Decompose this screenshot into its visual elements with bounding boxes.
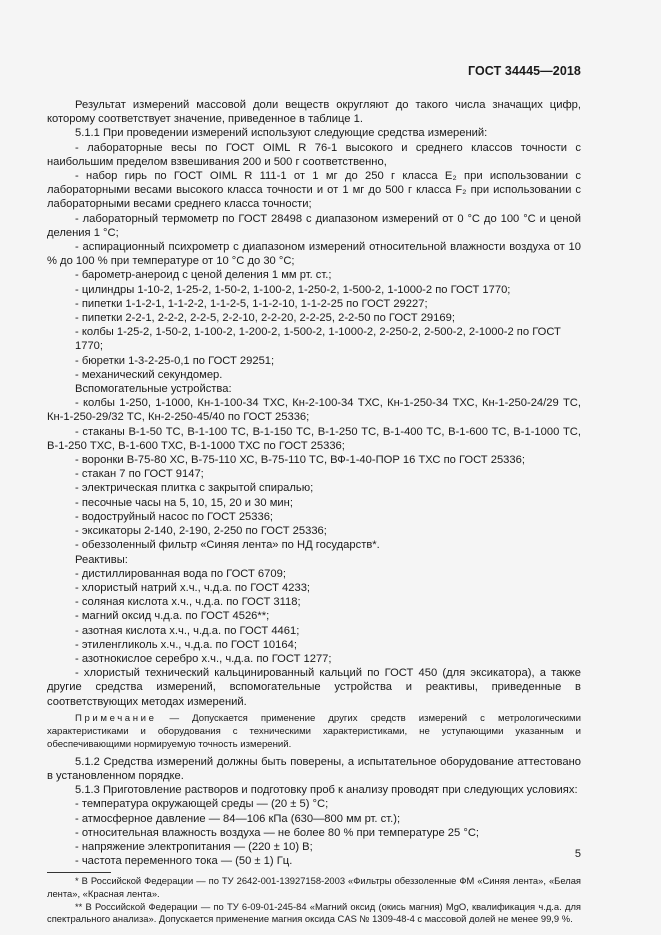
list-item: - цилиндры 1-10-2, 1-25-2, 1-50-2, 1-100-2, 1-250-2, 1-500-2, 1-1000-2 по ГОСТ 1770; — [75, 283, 511, 296]
note — [47, 712, 581, 751]
document-body — [47, 98, 581, 926]
list-item: - обеззоленный фильтр «Синяя лента» по НД государств*. — [75, 539, 380, 552]
list-item: - температура окружающей среды — (20 ± 5) °С; — [75, 798, 329, 811]
list-item: - электрическая плитка с закрытой спиралью; — [75, 482, 314, 495]
list-item: - этиленгликоль х.ч., ч.д.а. по ГОСТ 10164; — [75, 638, 297, 651]
list-item: - частота переменного тока — (50 ± 1) Гц. — [75, 855, 293, 868]
list-item: - дистиллированная вода по ГОСТ 6709; — [75, 567, 286, 580]
footnote-divider — [47, 872, 111, 873]
list-item: - водоструйный насос по ГОСТ 25336; — [75, 510, 274, 523]
page-number: 5 — [574, 848, 581, 860]
list-item: - эксикаторы 2-140, 2-190, 2-250 по ГОСТ 25336; — [75, 525, 327, 538]
footnote-2: ** В Российской Федерации — по ТУ 6-09-01-245-84 «Магний оксид (окись магния) MgO, квалификация ч.д.а. для спектрального анализа». Допускается применение магния оксида CAS № 1309-48-4 с массовой долей не менее 99,9 %. — [47, 900, 581, 925]
list-item: - стаканы В-1-50 ТС, В-1-100 ТС, В-1-150 ТС, В-1-250 ТС, В-1-400 ТС, В-1-600 ТС, В-1-1000 ТС, В-1-250 ТХС, В-1-600 ТХС, В-1-1000 ТХС по ГОСТ 25336; — [47, 425, 581, 452]
list-item: - механический секундомер. — [75, 368, 223, 381]
list-item: - хлористый технический кальцинированный кальций по ГОСТ 450 (для эксикатора), а также другие средства измерений, вспомогательные устройства и реактивы, приведенные в соответствующих методах измерений. — [47, 667, 581, 708]
section-5-1-2: 5.1.2 Средства измерений должны быть поверены, а испытательное оборудование аттестовано в установленном порядке. — [47, 755, 581, 782]
list-item: - азотная кислота х.ч., ч.д.а. по ГОСТ 4461; — [75, 624, 300, 637]
list-item: - стакан 7 по ГОСТ 9147; — [75, 468, 204, 481]
list-item: - напряжение электропитания — (220 ± 10) В; — [75, 840, 313, 853]
section-5-1-1-title: 5.1.1 При проведении измерений используют следующие средства измерений: — [75, 127, 488, 140]
section-5-1-3-title: 5.1.3 Приготовление растворов и подготовку проб к анализу проводят при следующих условиях: — [75, 784, 578, 797]
note-label: Примечание — [75, 712, 157, 724]
list-item: - воронки В-75-80 ХС, В-75-110 ХС, В-75-110 ТС, ВФ-1-40-ПОР 16 ТХС по ГОСТ 25336; — [75, 454, 525, 467]
list-item: - атмосферное давление — 84—106 кПа (630—800 мм рт. ст.); — [75, 812, 401, 825]
conditions-list — [47, 797, 581, 868]
footnote-1: * В Российской Федерации — по ТУ 2642-001-13927158-2003 «Фильтры обеззоленные ФМ «Синяя лента», «Белая лента», «Красная лента». — [47, 875, 581, 899]
list-item: - соляная кислота х.ч., ч.д.а. по ГОСТ 3118; — [75, 596, 301, 609]
list-item: - относительная влажность воздуха — не более 80 % при температуре 25 °С; — [75, 826, 480, 839]
list-item: - колбы 1-250, 1-1000, Кн-1-100-34 ТХС, Кн-2-100-34 ТХС, Кн-1-250-34 ТХС, Кн-1-250-24/29 ТС, Кн-1-250-29/32 ТС, Кн-2-250-45/40 по ГОСТ 25336; — [47, 397, 581, 424]
list-item: - азотнокислое серебро х.ч., ч.д.а. по ГОСТ 1277; — [75, 652, 332, 665]
intro-paragraph: Результат измерений массовой доли веществ округляют до такого числа значащих цифр, которому соответствует значение, приведенное в таблице 1. — [47, 99, 581, 126]
aux-devices-title: Вспомогательные устройства: — [75, 383, 232, 396]
instruments-list — [47, 141, 581, 382]
list-item: - колбы 1-25-2, 1-50-2, 1-100-2, 1-200-2, 1-500-2, 1-1000-2, 2-250-2, 2-500-2, 2-1000-2 по ГОСТ 1770; — [75, 326, 561, 353]
list-item: - набор гирь по ГОСТ OIML R 111-1 от 1 мг до 250 г класса E₂ при использовании с лабораторными весами высокого класса точности и от 1 мг до 500 г класса F₂ при использовании с лабораторными весами среднего класса точности; — [47, 170, 581, 211]
list-item: - лабораторные весы по ГОСТ OIML R 76-1 высокого и среднего классов точности с наибольшим пределом взвешивания 200 и 500 г соответственно, — [47, 141, 581, 168]
list-item: - песочные часы на 5, 10, 15, 20 и 30 мин; — [75, 496, 293, 509]
reagents-list — [47, 567, 581, 709]
document-header: ГОСТ 34445—2018 — [467, 64, 581, 78]
list-item: - лабораторный термометр по ГОСТ 28498 с диапазоном измерений от 0 °С до 100 °С и ценой деления 1 °С; — [47, 212, 581, 239]
aux-devices-list — [47, 396, 581, 552]
list-item: - барометр-анероид с ценой деления 1 мм рт. ст.; — [75, 269, 332, 282]
list-item: - пипетки 1-1-2-1, 1-1-2-2, 1-1-2-5, 1-1-2-10, 1-1-2-25 по ГОСТ 29227; — [75, 297, 428, 310]
list-item: - пипетки 2-2-1, 2-2-2, 2-2-5, 2-2-10, 2-2-20, 2-2-25, 2-2-50 по ГОСТ 29169; — [75, 312, 455, 325]
list-item: - бюретки 1-3-2-25-0,1 по ГОСТ 29251; — [75, 354, 275, 367]
list-item: - аспирационный психрометр с диапазоном измерений относительной влажности воздуха от 10 % до 100 % при температуре от 10 °С до 30 °С; — [47, 241, 581, 268]
list-item: - магний оксид ч.д.а. по ГОСТ 4526**; — [75, 610, 270, 623]
note-text: — Допускается применение других средств измерений с метрологическими характеристиками и оборудования с техническими характеристиками, не уступающими указанным и обеспечивающими нормируемую точность измерений. — [47, 712, 581, 750]
reagents-title: Реактивы: — [75, 553, 128, 566]
list-item: - хлористый натрий х.ч., ч.д.а. по ГОСТ 4233; — [75, 581, 311, 594]
